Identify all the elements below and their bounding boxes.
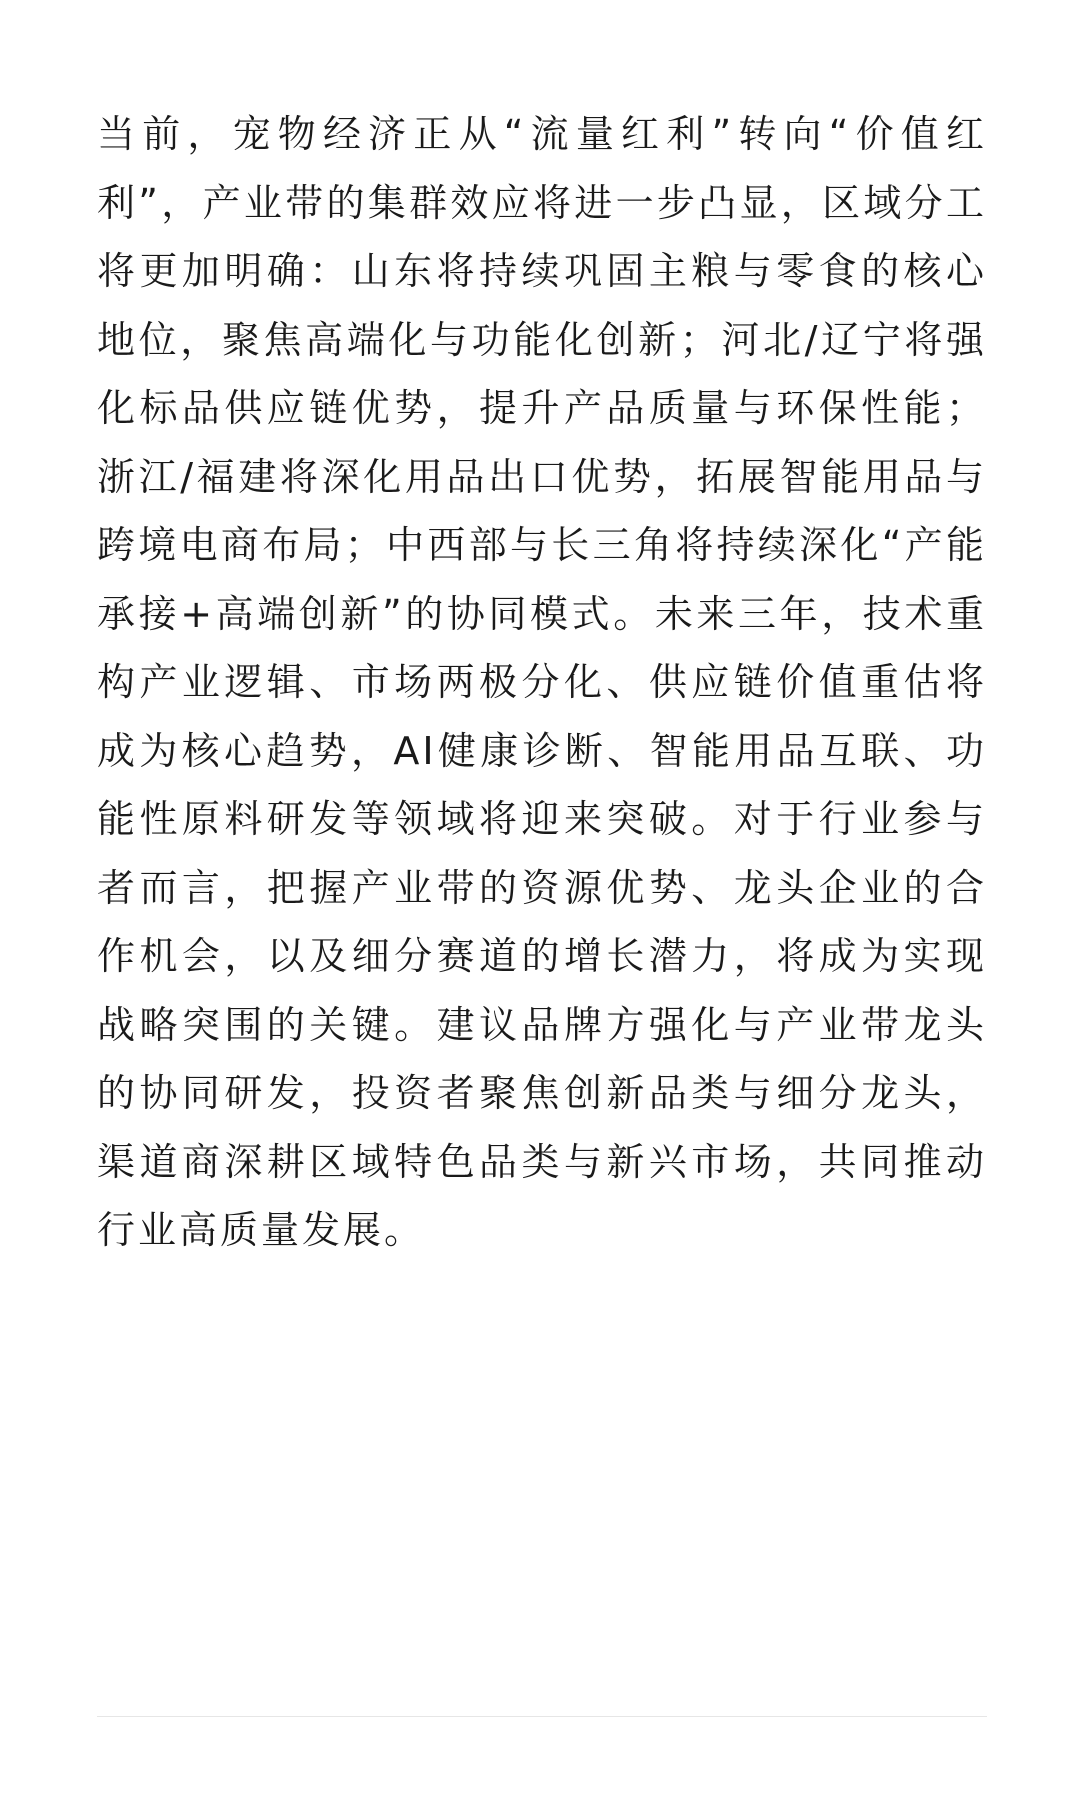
article-body: [97, 100, 987, 1265]
bottom-divider: [97, 1716, 987, 1717]
article-paragraph: 当前，宠物经济正从“流量红利”转向“价值红利”，产业带的集群效应将进一步凸显，区域分工将更加明确：山东将持续巩固主粮与零食的核心地位，聚焦高端化与功能化创新；河北/辽宁将强化标品供应链优势，提升产品质量与环保性能；浙江/福建将深化用品出口优势，拓展智能用品与跨境电商布局；中西部与长三角将持续深化“产能承接+高端创新”的协同模式。未来三年，技术重构产业逻辑、市场两极分化、供应链价值重估将成为核心趋势，AI健康诊断、智能用品互联、功能性原料研发等领域将迎来突破。对于行业参与者而言，把握产业带的资源优势、龙头企业的合作机会，以及细分赛道的增长潜力，将成为实现战略突围的关键。建议品牌方强化与产业带龙头的协同研发，投资者聚焦创新品类与细分龙头，渠道商深耕区域特色品类与新兴市场，共同推动行业高质量发展。: [97, 112, 987, 1252]
